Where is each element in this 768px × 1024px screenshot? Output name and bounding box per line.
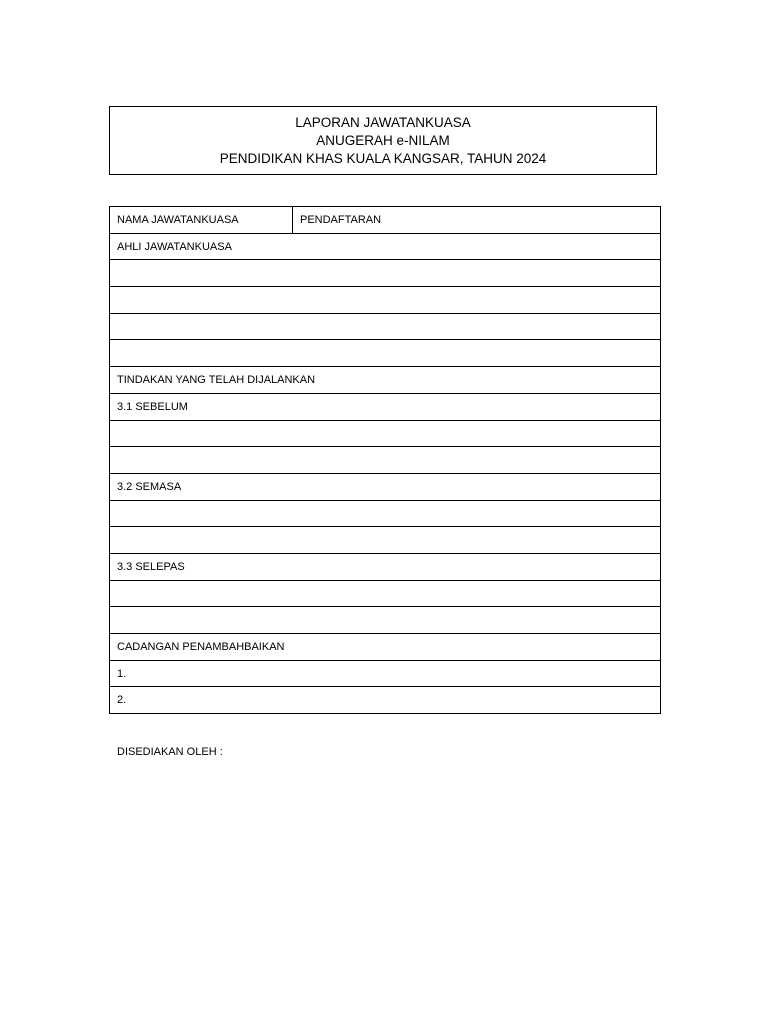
prepared-by-label: DISEDIAKAN OLEH : — [117, 746, 223, 758]
report-title-box — [109, 106, 657, 175]
form-row — [110, 233, 661, 260]
form-row — [110, 553, 661, 580]
committee-report-form — [109, 206, 661, 714]
form-row-blank[interactable] — [110, 340, 661, 367]
form-row-label: 2. — [110, 687, 661, 714]
form-row-label: 3.1 SEBELUM — [110, 393, 661, 420]
form-row-label: TINDAKAN YANG TELAH DIJALANKAN — [110, 367, 661, 394]
form-row-blank[interactable] — [110, 500, 661, 527]
form-row — [110, 447, 661, 474]
form-row — [110, 580, 661, 607]
form-row-label: 3.3 SELEPAS — [110, 553, 661, 580]
committee-name-row — [110, 207, 661, 234]
form-row — [110, 687, 661, 714]
form-row — [110, 660, 661, 687]
form-row-blank[interactable] — [110, 313, 661, 340]
form-row-blank[interactable] — [110, 580, 661, 607]
form-row-blank[interactable] — [110, 287, 661, 314]
form-row — [110, 287, 661, 314]
form-row — [110, 527, 661, 554]
form-row — [110, 260, 661, 287]
form-row-label: 1. — [110, 660, 661, 687]
form-row-label: 3.2 SEMASA — [110, 473, 661, 500]
form-row-label: CADANGAN PENAMBAHBAIKAN — [110, 634, 661, 661]
form-row — [110, 393, 661, 420]
form-row — [110, 473, 661, 500]
form-row-blank[interactable] — [110, 420, 661, 447]
form-row — [110, 340, 661, 367]
form-row — [110, 634, 661, 661]
form-row-blank[interactable] — [110, 607, 661, 634]
form-row — [110, 313, 661, 340]
form-row-blank[interactable] — [110, 527, 661, 554]
committee-name-value[interactable]: PENDAFTARAN — [293, 207, 661, 234]
report-title-line-1: LAPORAN JAWATANKUASA — [295, 114, 471, 130]
form-row-blank[interactable] — [110, 447, 661, 474]
form-row — [110, 367, 661, 394]
form-row-label: AHLI JAWATANKUASA — [110, 233, 661, 260]
report-title-line-3: PENDIDIKAN KHAS KUALA KANGSAR, TAHUN 2024 — [219, 150, 547, 166]
form-row-blank[interactable] — [110, 260, 661, 287]
form-row — [110, 500, 661, 527]
form-row — [110, 607, 661, 634]
committee-name-label: NAMA JAWATANKUASA — [110, 207, 293, 234]
form-row — [110, 420, 661, 447]
report-title-line-2: ANUGERAH e-NILAM — [316, 132, 450, 148]
